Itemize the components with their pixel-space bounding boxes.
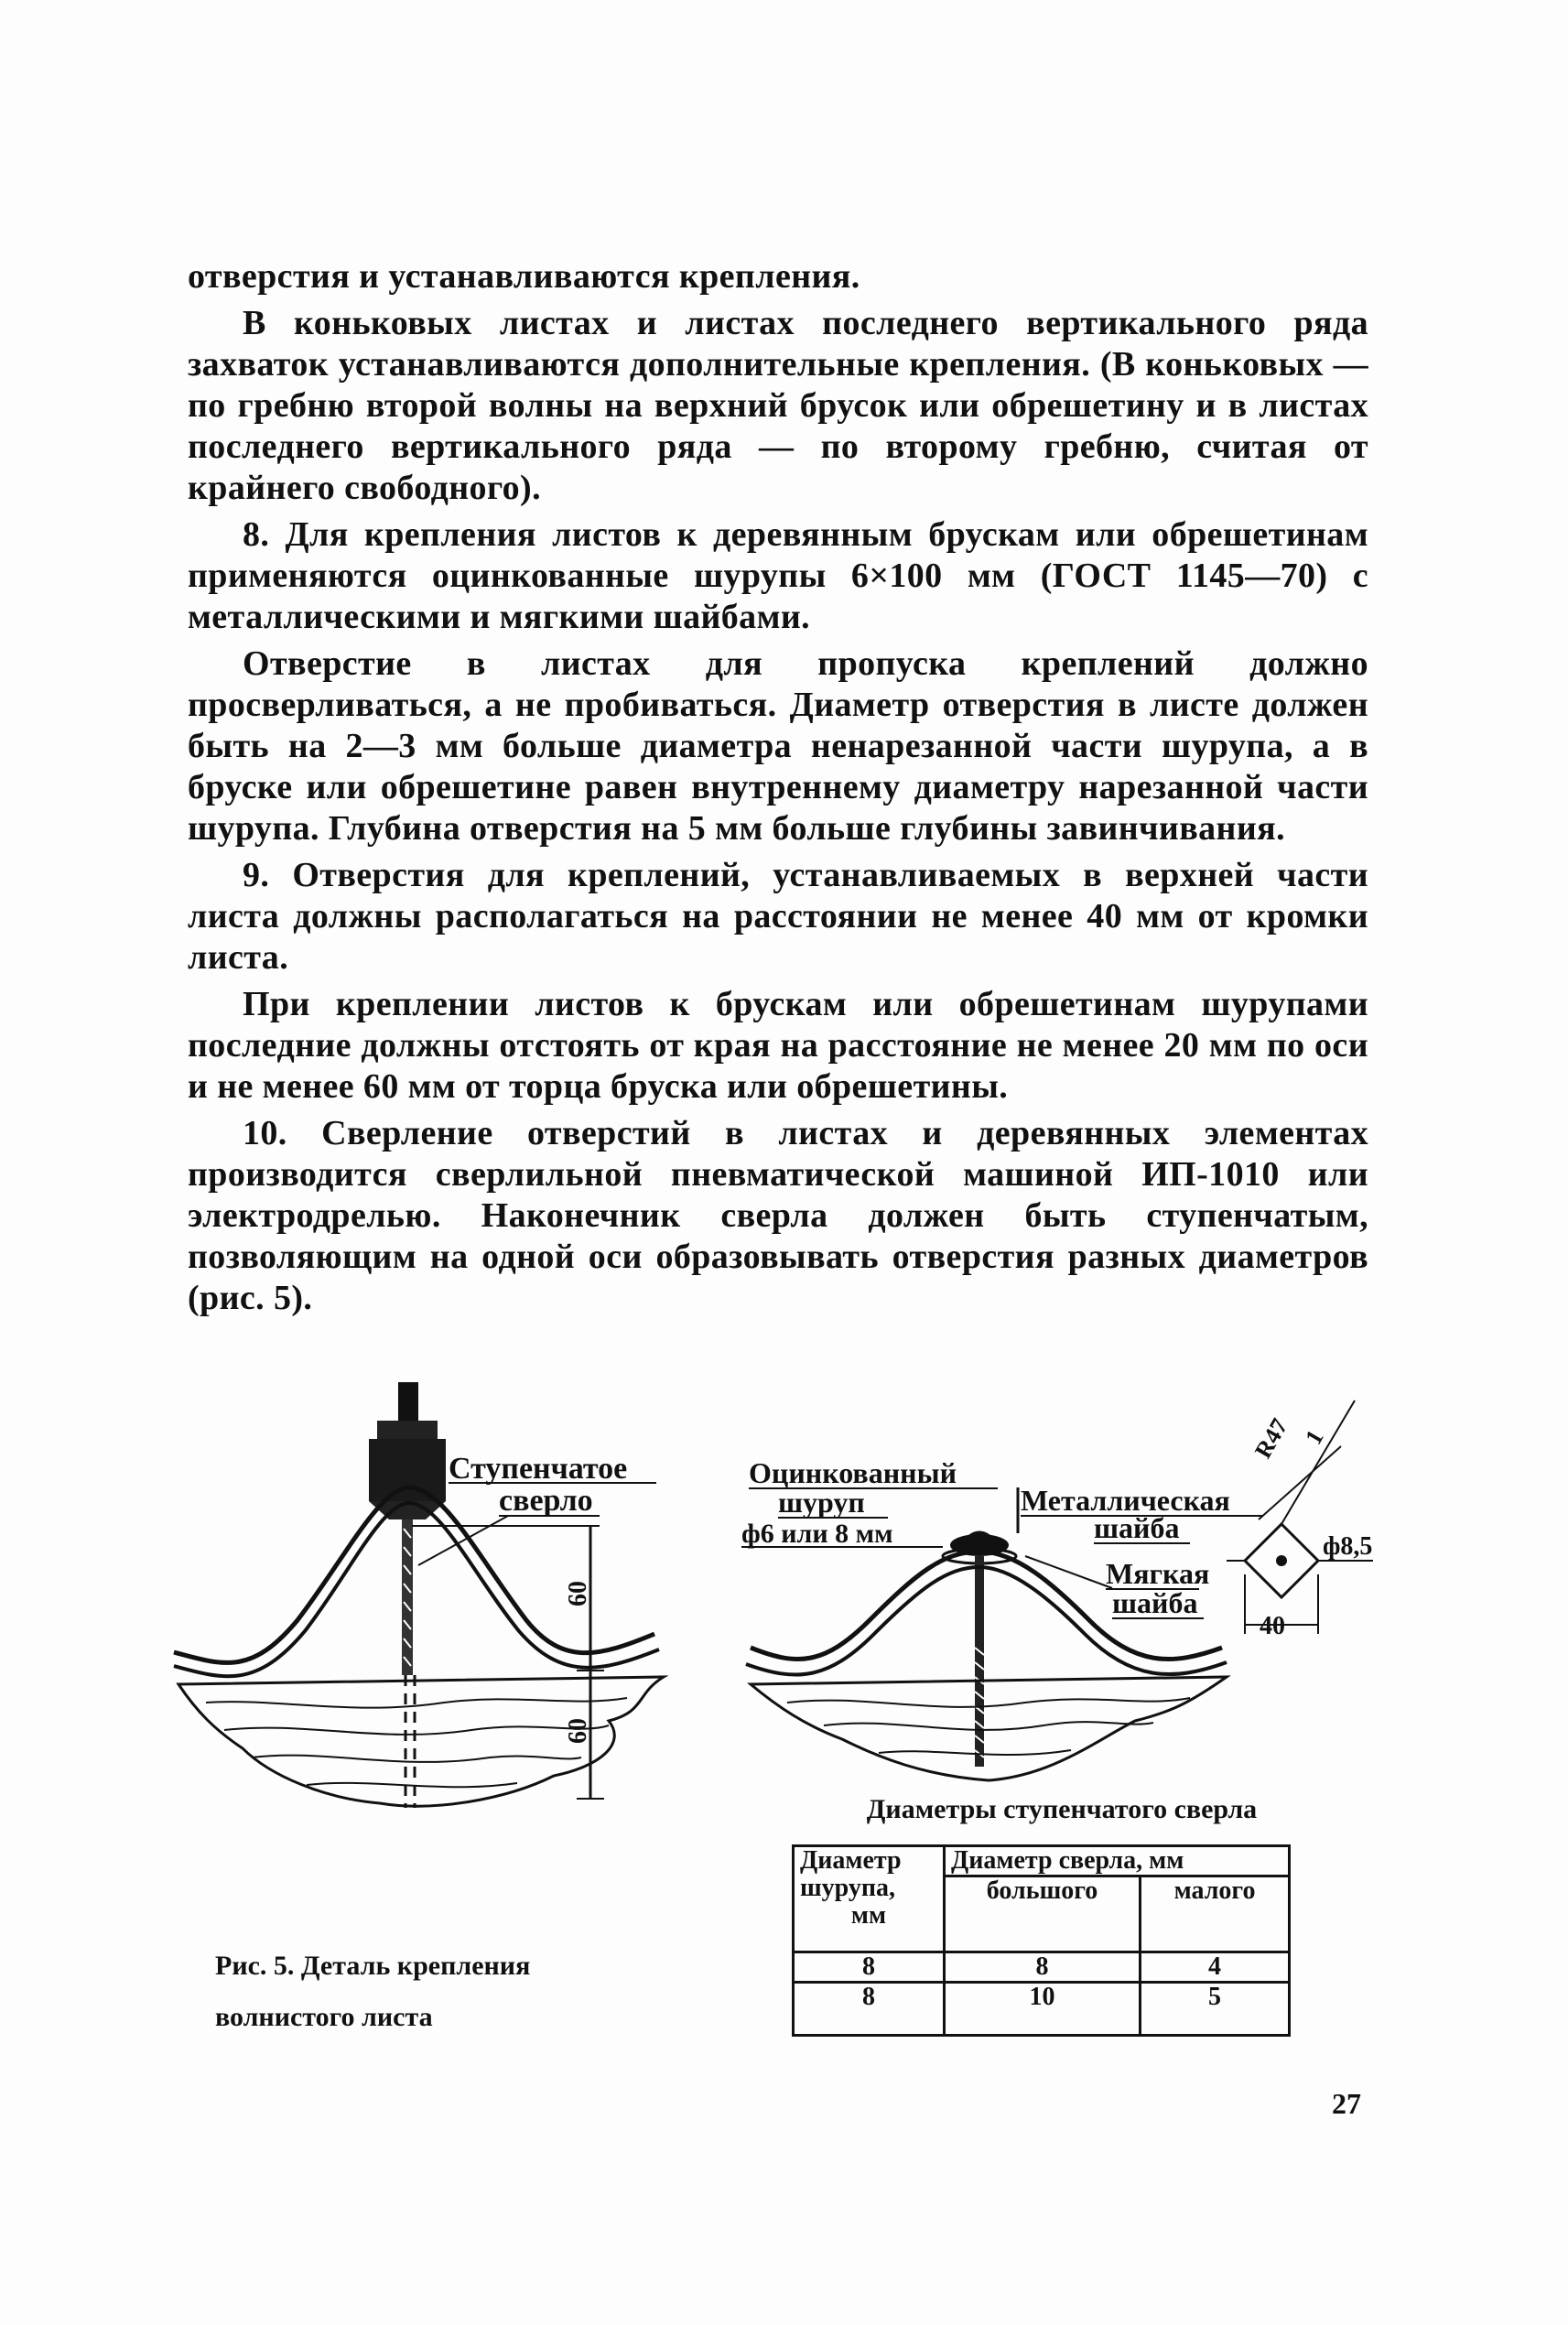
screw-shank-icon <box>975 1556 984 1767</box>
cell-small-dia: 4 <box>1141 1952 1290 1983</box>
paragraph-1: отверстия и устанавливаются крепления. <box>188 257 860 296</box>
wood-grain-3 <box>252 1756 581 1762</box>
cell-small-dia: 5 <box>1141 1983 1290 2036</box>
wood-grain-r2 <box>824 1722 1153 1730</box>
cell-large-dia: 10 <box>945 1983 1141 2036</box>
caption-line-1: Рис. 5. Деталь крепления <box>215 1951 531 1981</box>
paragraph-3: 8. Для крепления листов к деревянным брускам или обрешетинам применяются оцинкованные шурупы 6×100 мм (ГОСТ 1145—70) с металлическими и мягкими шайбами. <box>188 515 1368 636</box>
radius-leader <box>1281 1400 1355 1524</box>
wood-grain-1 <box>206 1698 627 1708</box>
timber-block-right <box>751 1677 1227 1780</box>
screw-head-icon <box>961 1531 998 1543</box>
header-small: малого <box>1141 1876 1290 1952</box>
dim-label-top: 60 <box>564 1581 592 1606</box>
page-number: 27 <box>1332 2087 1361 2120</box>
radius-label: R47 <box>1249 1413 1293 1463</box>
figure-screw-diagram <box>732 1391 1391 1794</box>
caption-line-2: волнистого листа <box>215 2002 433 2032</box>
paragraph-4: Отверстие в листах для пропуска креплений должно просверливаться, а не пробиваться. Диаметр отверстия в листе должен быть на 2—3 мм больше диаметра ненарезанной части шурупа, а в бруске или обрешетине равен внутреннему диаметру нарезанной части шурупа. Глубина отверстия на 5 мм больше глубины завинчивания. <box>188 644 1368 848</box>
wood-grain-2 <box>224 1725 609 1735</box>
body-text <box>188 256 1368 1325</box>
header-drill-diameter: Диаметр сверла, мм <box>945 1846 1290 1876</box>
label-metal-washer-2: шайба <box>1094 1511 1180 1544</box>
label-soft-washer-2: шайба <box>1112 1586 1198 1619</box>
cell-screw-dia: 8 <box>794 1952 945 1983</box>
header-large: большого <box>945 1876 1141 1952</box>
label-screw-3: ф6 или 8 мм <box>741 1519 893 1549</box>
table-title: Диаметры ступенчатого сверла <box>866 1794 1258 1824</box>
label-screw-2: шуруп <box>778 1486 865 1519</box>
dim-small-label: 1 <box>1300 1425 1329 1449</box>
table-header-row <box>794 1846 1290 1876</box>
wood-grain-r1 <box>787 1698 1190 1707</box>
label-screw-1: Оцинкованный <box>749 1456 957 1489</box>
figure-caption <box>215 1941 691 2043</box>
header-col1-line3: мм <box>850 1901 887 1930</box>
label-stepped-drill-2: сверло <box>499 1484 593 1518</box>
label-soft-washer-1: Мягкая <box>1106 1557 1210 1590</box>
label-metal-washer-1: Металлическая <box>1021 1484 1230 1517</box>
header-screw-diameter <box>794 1846 945 1952</box>
wood-grain-4 <box>307 1783 517 1787</box>
cell-screw-dia: 8 <box>794 1983 945 2036</box>
drill-chuck-top <box>377 1421 438 1439</box>
washer-detail-hole <box>1276 1555 1287 1566</box>
label-stepped-drill-1: Ступенчатое <box>449 1452 628 1486</box>
paragraph-6: При креплении листов к брускам или обрешетинам шурупами последние должны отстоять от края на расстояние не менее 20 мм по оси и не менее 60 мм от торца бруска или обрешетины. <box>188 985 1368 1106</box>
drill-bit-icon <box>402 1519 413 1675</box>
drill-diameters-table <box>792 1844 1291 2037</box>
dim-width-label: 40 <box>1260 1612 1285 1640</box>
figure-drill-diagram <box>169 1382 691 1812</box>
label-leader <box>418 1516 508 1565</box>
cell-large-dia: 8 <box>945 1952 1141 1983</box>
table-row <box>794 1952 1290 1983</box>
drill-shank-icon <box>398 1382 418 1421</box>
header-col1-line2: шурупа, <box>800 1874 895 1902</box>
table-row <box>794 1983 1290 2036</box>
paragraph-7: 10. Сверление отверстий в листах и деревянных элементах производится сверлильной пневматической машиной ИП-1010 или электродрелью. Наконечник сверла должен быть ступенчатым, позволяющим на одной оси образовывать отверстия разных диаметров (рис. 5). <box>188 1114 1368 1317</box>
paragraph-5: 9. Отверстия для креплений, устанавливаемых в верхней части листа должны располагаться на расстоянии не менее 40 мм от кромки листа. <box>188 856 1368 977</box>
drill-chuck-icon <box>369 1439 446 1501</box>
dim-label-bottom: 60 <box>564 1718 592 1744</box>
paragraph-2: В коньковых листах и листах последнего вертикального ряда захваток устанавливаются дополнительные крепления. (В коньковых — по гребню второй волны на верхний брусок или обрешетину и в листах последнего вертикального ряда — по второму гребню, считая от крайнего свободного). <box>188 304 1368 507</box>
dim-diameter-label: ф8,5 <box>1323 1532 1373 1561</box>
header-col1-line1: Диаметр <box>800 1846 902 1875</box>
